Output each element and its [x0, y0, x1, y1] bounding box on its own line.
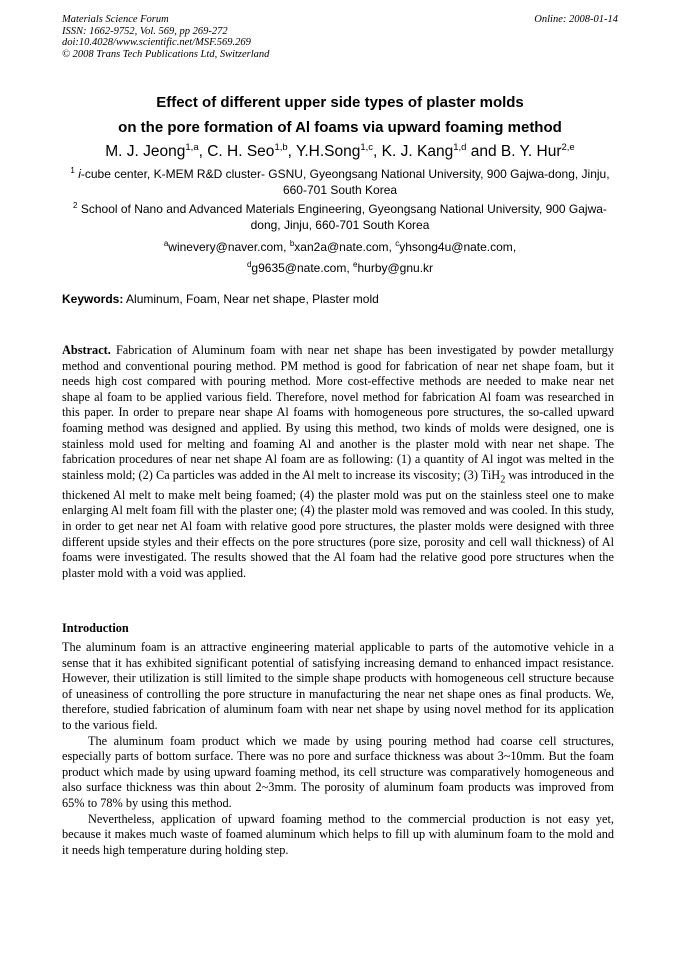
email-address: yhsong4u@nate.com [399, 240, 513, 254]
email-sup: b [289, 239, 295, 248]
title-line-2: on the pore formation of Al foams via upward foaming method [118, 119, 562, 136]
author-name: C. H. Seo [207, 143, 275, 161]
email-sup: d [246, 260, 252, 269]
intro-paragraph-3: Nevertheless, application of upward foaming method to the commercial production is not easy yet, because it makes much waste of foamed aluminum which helps to fill up with aluminum foam to the mold and it needs high temperature during holding step. [62, 811, 614, 857]
author-separator: and [466, 143, 501, 161]
author-separator: , [373, 143, 382, 161]
intro-paragraph-2: The aluminum foam product which we made by using pouring method had coarse cell structures, especially parts of bottom surface. There was no pore and surface thickness was about 3~10mm. But the foam product which made by using upward foaming method, its cell structure was comparatively homogeneous and also surface thickness was thin about 2~3mm. The porosity of aluminum foam products was improved from 65% to 78% by using this method. [62, 733, 614, 810]
author-affil-sup: 1,b [274, 142, 288, 153]
email-sup: e [353, 260, 358, 269]
paper-title [62, 90, 618, 140]
email-address: winevery@naver.com [168, 240, 284, 254]
abstract-text-cont: was introduced in the thickened Al melt to make melt being foamed; (4) the plaster mold was put on the stainless steel one to make enlarging Al melt foam fill with the plaster one; (4) the plaster mold was removed and was cooled. In this study, in order to get near net Al foam with relative good pore structures, the plaster molds were designed with three different upside styles and their effects on the pore structures (pore size, porosity and cell wall thickness) of Al foams were investigated. The results showed that the Al foam had the relative good pore structures when the plaster mold with a void was applied. [62, 467, 614, 580]
affiliation-1-text: -cube center, K-MEM R&D cluster- GSNU, Gyeongsang National University, 900 Gajwa-dong, Jinju, 660-701 South Korea [80, 167, 610, 197]
author-name: M. J. Jeong [105, 143, 186, 161]
author-name: Y.H.Song [296, 143, 361, 161]
affiliation-1-sup: 1 [70, 166, 75, 175]
abstract [62, 343, 614, 581]
keywords-label: Keywords: [62, 292, 124, 306]
affiliation-2-sup: 2 [73, 201, 78, 210]
online-date: Online: 2008-01-14 [534, 14, 618, 25]
journal-name: Materials Science Forum [62, 14, 169, 25]
author-separator: , [287, 143, 296, 161]
journal-header [62, 14, 618, 60]
author-affil-sup: 1,a [185, 142, 199, 153]
email-separator: , [346, 261, 354, 275]
author-list [62, 138, 618, 162]
author-affil-sup: 1,c [360, 142, 374, 153]
copyright-line: © 2008 Trans Tech Publications Ltd, Switzerland [62, 48, 270, 60]
section-heading-introduction: Introduction [62, 621, 129, 635]
abstract-text: Fabrication of Aluminum foam with near net shape has been investigated by powder metallurgy method and conventional pouring method. PM method is good for fabrication of near net shape foam, but it needs high cost compared with pouring method. More cost-effective methods are needed to make near net shape al foam to be applied various field. Therefore, novel method for fabrication Al foam was researched in this paper. In order to prepare near shape Al foams with homogeneous pore structures, the so-called upward foaming method was designed and applied. By using this method, two kinds of molds were designed, one is stainless mold used for melting and foaming Al and another is the plaster mold with near net shape. The fabrication procedures of near net shape Al foam are as following: (1) a quantity of Al ingot was melted in the stainless mold; (2) Ca particles was added in the Al melt to increase its viscosity; (3) TiH [62, 343, 614, 482]
introduction-body [62, 640, 614, 858]
author-affil-sup: 2,e [561, 142, 575, 153]
email-sup: c [395, 239, 400, 248]
author-affil-sup: 1,d [453, 142, 467, 153]
keywords [62, 291, 618, 307]
email-address: hurby@gnu.kr [357, 261, 434, 275]
email-separator: , [283, 240, 290, 254]
affiliation-1-italic: i [78, 167, 81, 181]
doi-line: doi:10.4028/www.scientific.net/MSF.569.269 [62, 37, 251, 49]
author-name: B. Y. Hur [500, 143, 562, 161]
author-separator: , [198, 143, 208, 161]
author-name: K. J. Kang [381, 143, 454, 161]
email-address: g9635@nate.com [251, 261, 347, 275]
intro-paragraph-1: The aluminum foam is an attractive engineering material applicable to parts of the automotive vehicle in a sense that it has exhibited significant potential of satisfying increasing demand to enhanced impact resistance. However, their utilization is still limited to the simple shape products with homogeneous cell structure because of uneasiness of controlling the pore structure in manufacturing the near net shape ones as final products. We, therefore, studied fabrication of aluminum foam with near net shape by using novel method for its application to the various field. [62, 640, 614, 732]
email-separator: , [512, 240, 517, 254]
email-address: xan2a@nate.com [294, 240, 389, 254]
email-line-2 [62, 257, 618, 276]
abstract-label: Abstract. [62, 343, 111, 357]
affiliation-2 [62, 198, 618, 233]
email-sup: a [163, 239, 169, 248]
keywords-text: Aluminum, Foam, Near net shape, Plaster mold [126, 292, 379, 306]
abstract-subscript: 2 [500, 474, 506, 486]
title-line-1: Effect of different upper side types of plaster molds [156, 94, 524, 111]
issn-line: ISSN: 1662-9752, Vol. 569, pp 269-272 [62, 25, 228, 37]
email-line-1 [62, 236, 618, 255]
affiliation-2-text: School of Nano and Advanced Materials Engineering, Gyeongsang National University, 900 Gajwa-dong, Jinju, 660-701 South Korea [80, 202, 607, 232]
email-separator: , [388, 240, 396, 254]
affiliation-1 [62, 163, 618, 198]
